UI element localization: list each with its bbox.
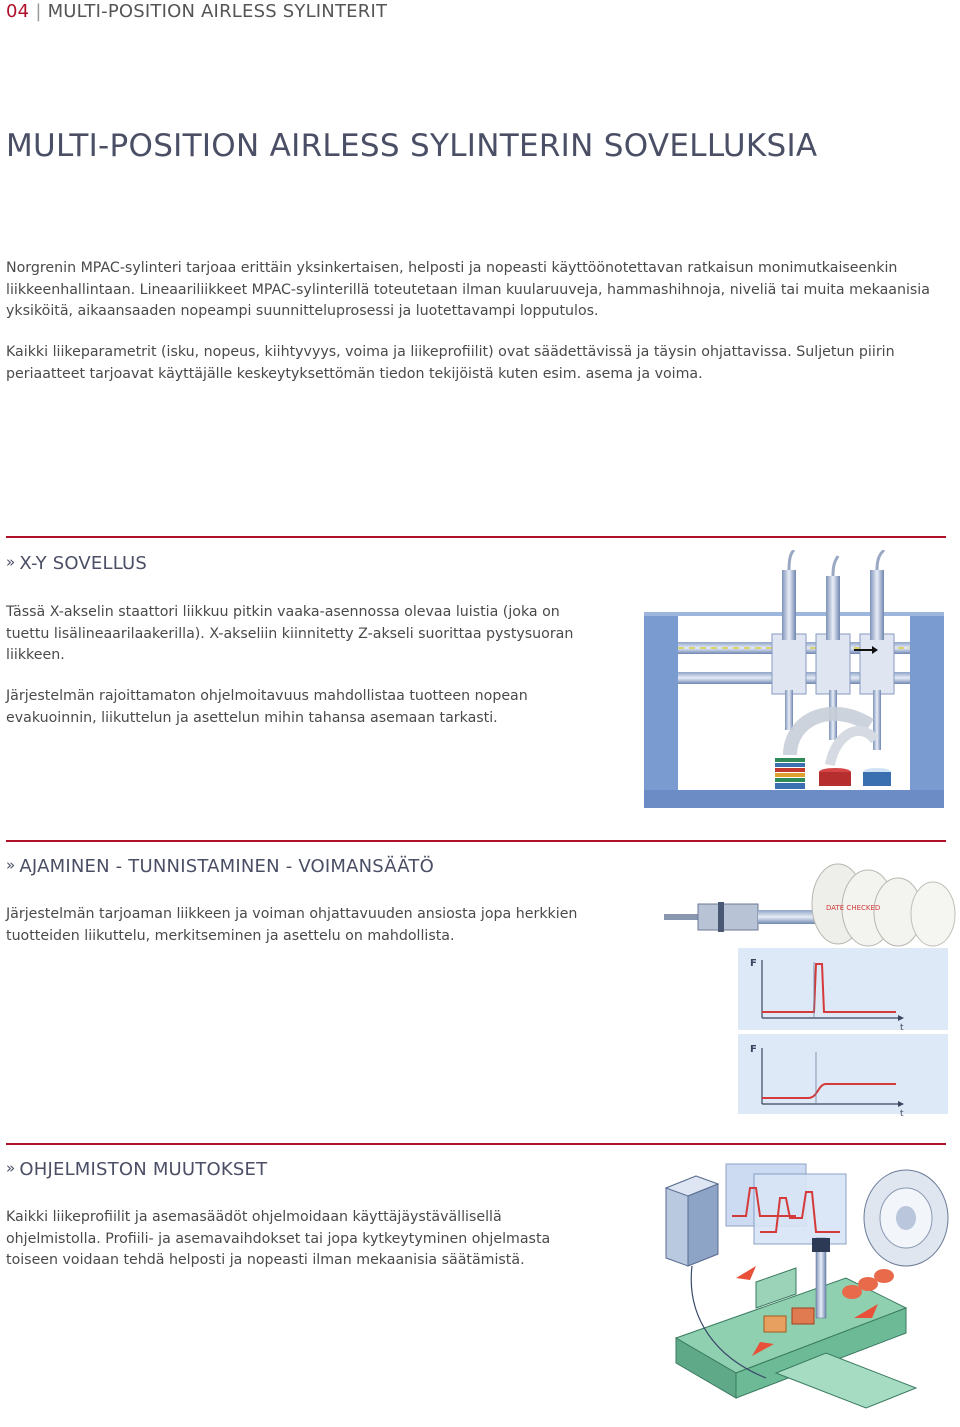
chevron-right-icon: » xyxy=(6,553,16,571)
software-changes-illustration xyxy=(656,1158,956,1424)
time-axis-label: t xyxy=(900,1109,904,1116)
intro-paragraph-2: Kaikki liikeparametrit (isku, nopeus, kiihtyvyys, voima ja liikeprofiilit) ovat säädettävissä ja täysin ohjattavissa. Suljetun piirin periaatteet tarjoavat käyttäjälle keskeytyksettömän tiedon tekijöistä kuten esim. asema ja voima. xyxy=(6,344,895,382)
controller-unit xyxy=(666,1176,718,1266)
force-axis-label: F xyxy=(750,1044,757,1055)
section-divider xyxy=(6,840,946,842)
header-separator: | xyxy=(35,1,42,22)
product-stack-3 xyxy=(863,768,891,786)
frame-base xyxy=(644,790,944,808)
section-title-xy: » X-Y SOVELLUS xyxy=(6,553,148,574)
frame-left-post xyxy=(644,612,678,808)
xy-application-illustration xyxy=(640,550,950,812)
running-header xyxy=(6,0,387,24)
chevron-right-icon: » xyxy=(6,856,16,874)
intro-paragraph-1: Norgrenin MPAC-sylinteri tarjoaa erittäin yksinkertaisen, helposti ja nopeasti käyttöönotettavan ratkaisun monimutkaiseenkin liikkeenhallintaan. Lineaariliikkeet MPAC-sylinterillä toteutetaan ilman kuularuuveja, hammashihnoja, niveliä tai muita mekaanisia yksiköitä, aikaansaaden nopeampi suunnitteluprosessi ja luotettavampi lopputulos. xyxy=(6,260,930,319)
section-title-drive: » AJAMINEN - TUNNISTAMINEN - VOIMANSÄÄTÖ xyxy=(6,856,434,877)
roller-drum xyxy=(864,1170,948,1266)
egg-stamp: DATE CHECKED xyxy=(826,904,881,912)
force-graph-panel-2 xyxy=(738,1034,948,1114)
section-divider xyxy=(6,536,946,538)
software-paragraph-1: Kaikki liikeprofiilit ja asemasäädöt ohjelmoidaan käyttäjäystävällisellä ohjelmistolla. Profiili- ja asemavaihdokset tai jopa kytkeytyminen ohjelmasta toiseen voidaan tehdä helposti ja nopeasti ilman mekaanisia säätämistä. xyxy=(6,1209,551,1268)
product-stack-1 xyxy=(775,758,805,789)
product-stack-2 xyxy=(819,768,851,786)
page-number: 04 xyxy=(6,1,30,22)
section-divider xyxy=(6,1143,946,1145)
carriage-1 xyxy=(772,550,806,730)
time-axis-label: t xyxy=(900,1023,904,1033)
frame-right-post xyxy=(910,612,944,808)
header-title: MULTI-POSITION AIRLESS SYLINTERIT xyxy=(47,1,388,22)
force-control-illustration xyxy=(658,852,956,1116)
xy-paragraph-2: Järjestelmän rajoittamaton ohjelmoitavuus mahdollistaa tuotteen nopean evakuoinnin, liikuttelun ja asettelun mihin tahansa asemaan tarkasti. xyxy=(6,688,528,726)
chevron-right-icon: » xyxy=(6,1159,16,1177)
section-title-software: » OHJELMISTON MUUTOKSET xyxy=(6,1159,268,1180)
drive-paragraph-1: Järjestelmän tarjoaman liikkeen ja voiman ohjattavuuden ansiosta jopa herkkien tuotteiden liikuttelu, merkitseminen ja asettelu on mahdollista. xyxy=(6,906,578,944)
xy-paragraph-1: Tässä X-akselin staattori liikkuu pitkin vaaka-asennossa olevaa luistia (joka on tuettu lisälineaarilaakerilla). X-akseliin kiinnitetty Z-akseli suorittaa pystysuoran liikkeen. xyxy=(6,604,574,663)
page-title: MULTI-POSITION AIRLESS SYLINTERIN SOVELLUKSIA xyxy=(6,128,818,164)
force-axis-label: F xyxy=(750,958,757,969)
